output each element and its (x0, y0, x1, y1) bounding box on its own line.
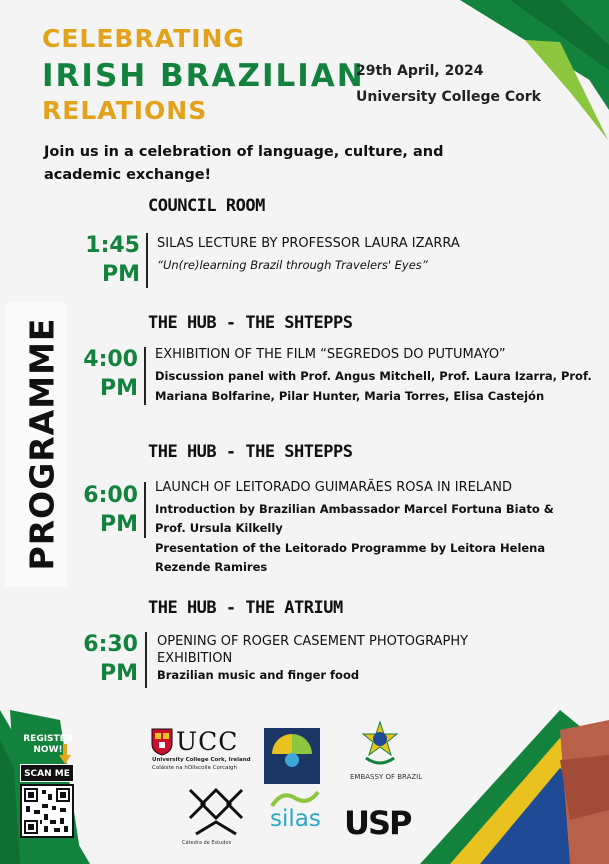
bottom-right-decoration (410, 700, 609, 864)
event-detail: Discussion panel with Prof. Angus Mitchell, Prof. Laura Izarra, Prof. (155, 369, 592, 383)
event-detail: Rezende Ramires (155, 560, 268, 574)
register-line-1: REGISTER (23, 734, 73, 744)
silas-logo-text: silas (270, 806, 321, 832)
room-heading: THE HUB - THE ATRIUM (148, 598, 343, 618)
divider (144, 347, 146, 405)
top-right-decoration (430, 0, 609, 160)
event-date: 29th April, 2024 (356, 63, 484, 79)
time-hour: 1:45 (85, 233, 140, 258)
title-line-3: RELATIONS (42, 96, 208, 125)
event-detail: Introduction by Brazilian Ambassador Marcel Fortuna Biato & (155, 502, 554, 516)
programme-label: PROGRAMME (22, 317, 62, 571)
event-detail: Prof. Ursula Kilkelly (155, 521, 283, 535)
title-line-2: IRISH BRAZILIAN (42, 58, 365, 94)
divider (146, 233, 148, 288)
event-title: OPENING OF ROGER CASEMENT PHOTOGRAPHY (157, 634, 469, 649)
catedra-logo-text: Cátedra de Estudos (182, 840, 232, 846)
time-period: PM (99, 376, 138, 401)
time-slot (68, 481, 138, 539)
event-detail: “Un(re)learning Brazil through Travelers' Eyes” (157, 258, 428, 272)
divider (145, 632, 147, 688)
room-heading: THE HUB - THE SHTEPPS (148, 313, 353, 333)
room-heading: THE HUB - THE SHTEPPS (148, 442, 353, 462)
brazil-coat-of-arms-icon (360, 720, 400, 770)
time-hour: 6:30 (83, 632, 138, 657)
register-line-2: NOW! (33, 745, 63, 755)
time-slot (70, 231, 140, 289)
ucc-crest-icon (151, 728, 173, 756)
embassy-logo-text: EMBASSY OF BRAZIL (350, 773, 423, 781)
qr-code[interactable] (20, 784, 74, 838)
event-title: LAUNCH OF LEITORADO GUIMARÃES ROSA IN IRELAND (155, 480, 512, 495)
event-detail: Brazilian music and finger food (157, 668, 360, 682)
event-detail: Mariana Bolfarine, Pilar Hunter, Maria Torres, Elisa Castejón (155, 389, 545, 403)
event-title: SILAS LECTURE BY PROFESSOR LAURA IZARRA (157, 236, 460, 251)
time-hour: 4:00 (83, 347, 138, 372)
arrow-down-icon (59, 744, 71, 764)
ucc-logo-subtitle: University College Cork, Ireland (152, 757, 251, 763)
scan-me-label: SCAN ME (20, 764, 74, 782)
room-heading: COUNCIL ROOM (148, 196, 265, 216)
ucc-logo-irish: Coláiste na hOllscoile Corcaigh (152, 765, 237, 771)
event-title: EXHIBITION OF THE FILM “SEGREDOS DO PUTUMAYO” (155, 347, 506, 362)
catedra-logo (186, 786, 246, 838)
time-slot (68, 345, 138, 403)
time-period: PM (99, 661, 138, 686)
title-line-1: CELEBRATING (42, 24, 245, 53)
time-hour: 6:00 (83, 483, 138, 508)
event-detail: Presentation of the Leitorado Programme by Leitora Helena (155, 541, 546, 555)
event-venue: University College Cork (356, 89, 541, 105)
divider (144, 482, 146, 538)
qr-code-icon (22, 786, 72, 836)
ucc-logo-text: UCC (176, 727, 239, 756)
time-slot (68, 630, 138, 688)
intro-text: Join us in a celebration of language, culture, and academic exchange! (44, 144, 444, 183)
usp-logo-text: USP (344, 804, 411, 842)
time-period: PM (99, 512, 138, 537)
time-period: PM (101, 262, 140, 287)
leitorado-logo (264, 728, 320, 784)
event-title-continued: EXHIBITION (157, 651, 233, 666)
